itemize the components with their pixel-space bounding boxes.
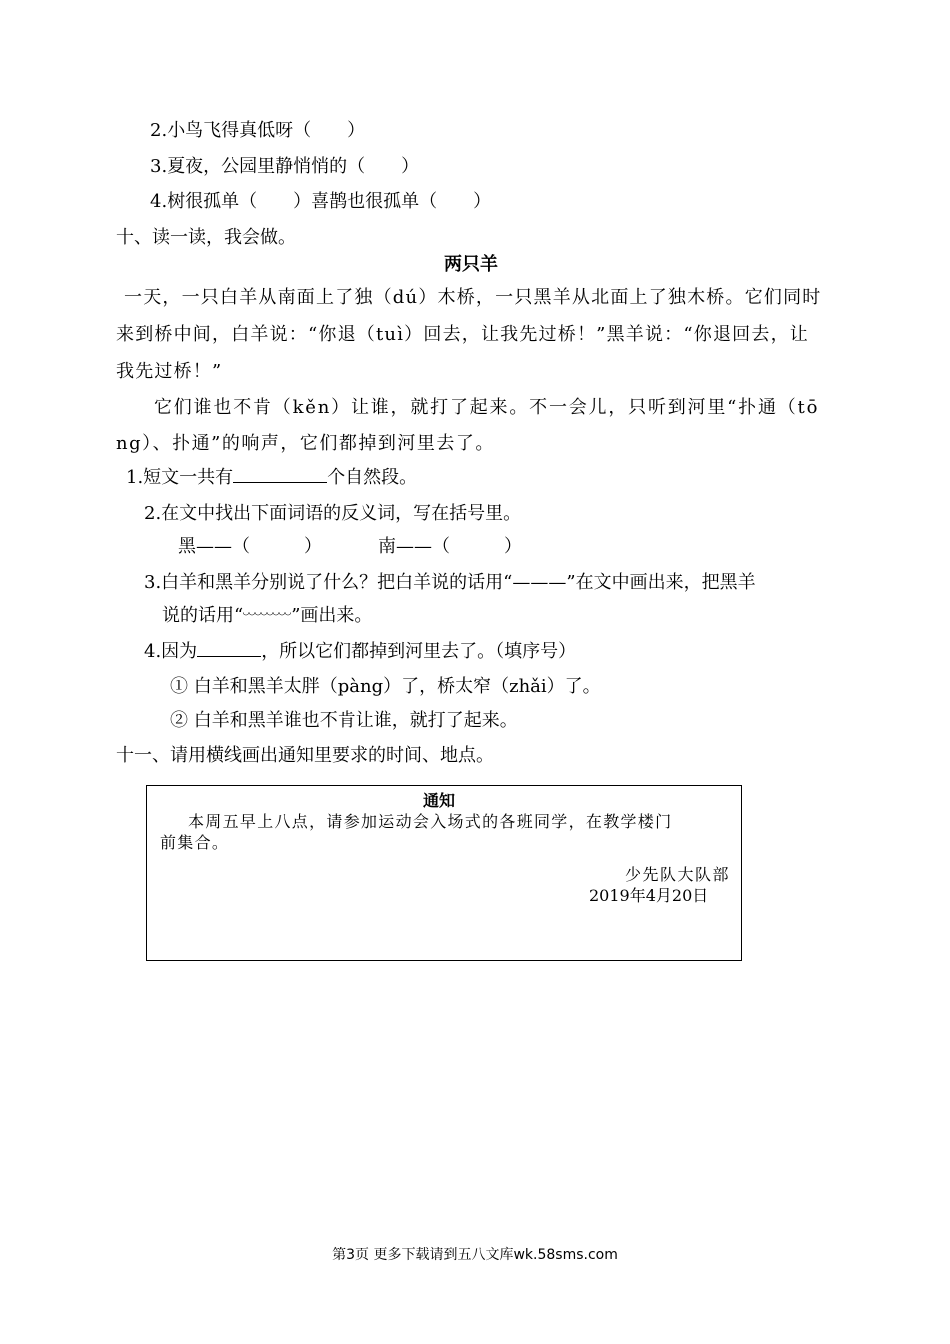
question-3-line1: 3.白羊和黑羊分别说了什么？把白羊说的话用“———”在文中画出来，把黑羊	[144, 572, 756, 593]
section-11-heading: 十一、请用横线画出通知里要求的时间、地点。	[116, 745, 494, 766]
answer-blank[interactable]	[197, 655, 261, 657]
exercise-item-2: 2.小鸟飞得真低呀（ ）	[150, 120, 366, 141]
notice-body-line2: 前集合。	[160, 833, 230, 852]
option-1: ① 白羊和黑羊太胖（pàng）了，桥太窄（zhǎi）了。	[170, 676, 601, 697]
story-para1-line1: 一天，一只白羊从南面上了独（dú）木桥，一只黑羊从北面上了独木桥。它们同时	[124, 287, 822, 308]
question-4: 4.因为 ，所以它们都掉到河里去了。（填序号）	[144, 641, 577, 662]
story-title: 两只羊	[444, 254, 498, 275]
question-3-line2: 说的话用“ ”画出来。	[162, 605, 373, 626]
notice-title: 通知	[423, 791, 456, 810]
page-footer: 第3页 更多下载请到五八文库wk.58sms.com	[332, 1247, 618, 1263]
notice-signature: 少先队大队部	[625, 865, 731, 884]
notice-body-line1: 本周五早上八点，请参加运动会入场式的各班同学，在教学楼门	[188, 812, 673, 831]
antonym-black: 黑——（ ）	[178, 536, 322, 557]
option-2: ② 白羊和黑羊谁也不肯让谁，就打了起来。	[170, 710, 518, 731]
exercise-item-3: 3.夏夜，公园里静悄悄的（ ）	[150, 156, 420, 177]
section-10-heading: 十、读一读，我会做。	[116, 227, 296, 248]
story-para2-line1: 它们谁也不肯（kěn）让谁，就打了起来。不一会儿，只听到河里“扑通（tō	[154, 397, 820, 418]
story-para1-line3: 我先过桥！”	[116, 361, 223, 382]
answer-blank[interactable]	[233, 481, 327, 483]
exercise-item-4: 4.树很孤单（ ）喜鹊也很孤单（ ）	[150, 191, 492, 212]
notice-date: 2019年4月20日	[589, 886, 709, 905]
story-para2-line2: ng）、扑通”的响声，它们都掉到河里去了。	[116, 433, 495, 454]
question-1: 1.短文一共有 个自然段。	[126, 467, 418, 488]
story-para1-line2: 来到桥中间，白羊说：“你退（tuì）回去，让我先过桥！”黑羊说：“你退回去，让	[116, 324, 809, 345]
question-2: 2.在文中找出下面词语的反义词，写在括号里。	[144, 503, 522, 524]
wavy-line-icon	[243, 612, 291, 620]
antonym-south: 南——（ ）	[378, 536, 522, 557]
